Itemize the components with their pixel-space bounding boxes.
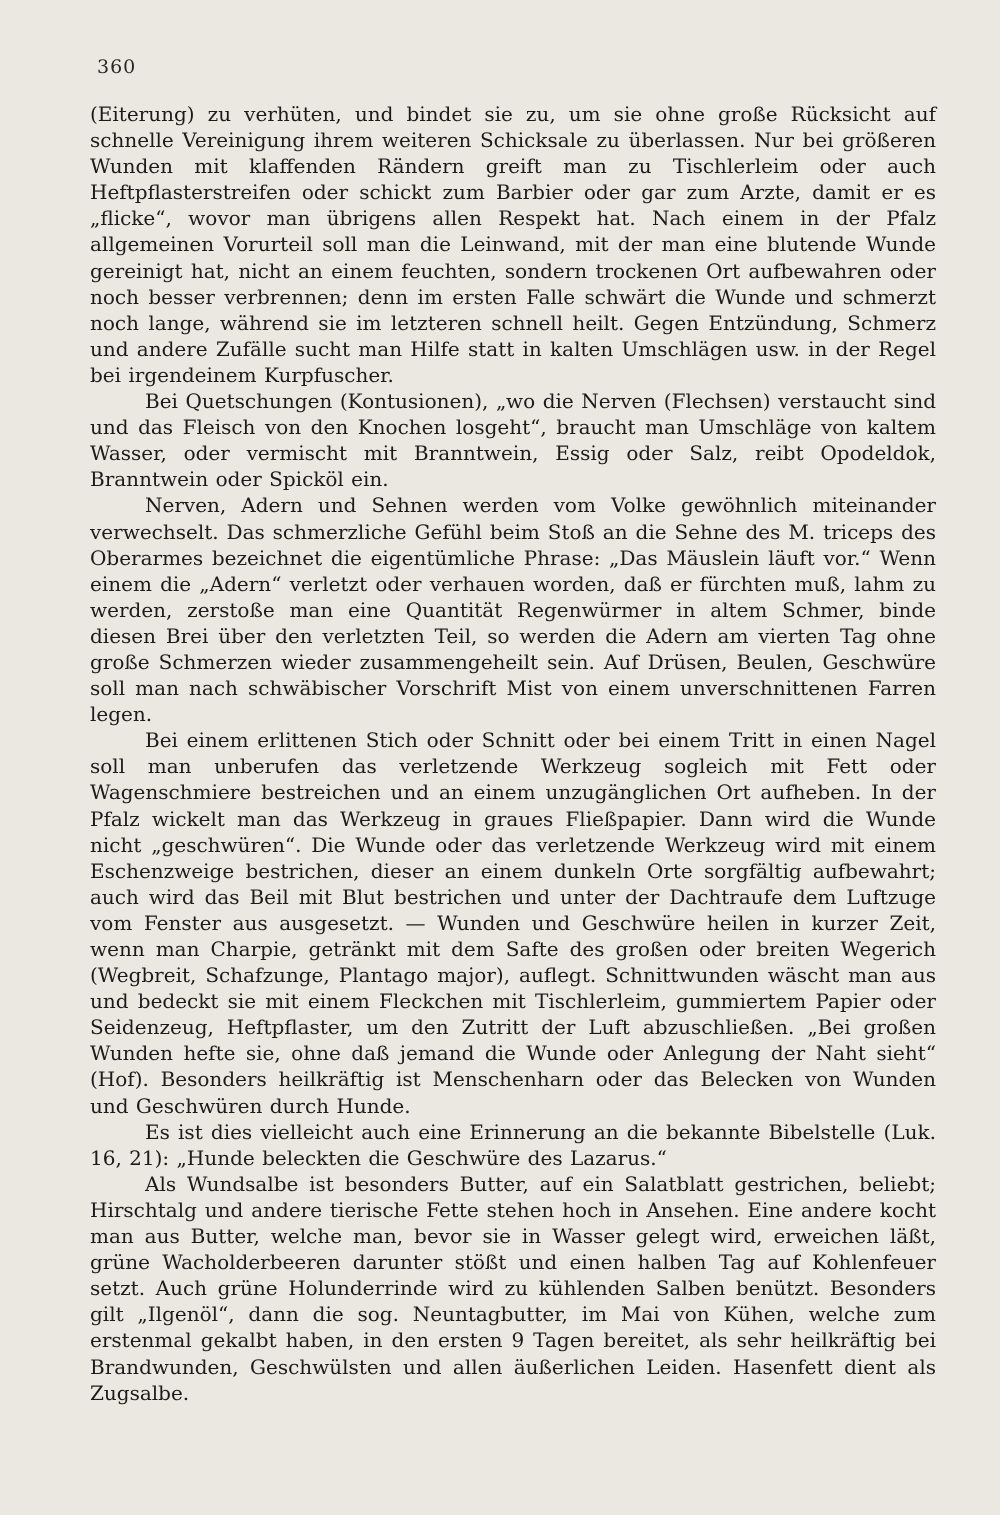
paragraph-5: Es ist dies vielleicht auch eine Erinnerung an die bekannte Bibelstelle (Luk. 16, 21): „Hunde beleckten die Geschwüre des Lazarus.“ bbox=[90, 1119, 936, 1170]
paragraph-1: (Eiterung) zu verhüten, und bindet sie zu, um sie ohne große Rücksicht auf schnelle Vereinigung ihrem weiteren Schicksale zu überlassen. Nur bei größeren Wunden mit klaffenden Rändern greift man zu Tischlerleim oder auch Heftpflasterstreifen oder schickt zum Barbier oder gar zum Arzte, damit er es „flicke“, wovor man übrigens allen Respekt hat. Nach einem in der Pfalz allgemeinen Vorurteil soll man die Leinwand, mit der man eine blutende Wunde gereinigt hat, nicht an einem feuchten, sondern trockenen Ort aufbewahren oder noch besser verbrennen; denn im ersten Falle schwärt die Wunde und schmerzt noch lange, während sie im letzteren schnell heilt. Gegen Entzündung, Schmerz und andere Zufälle sucht man Hilfe statt in kalten Umschlägen usw. in der Regel bei irgendeinem Kurpfuscher. bbox=[90, 102, 936, 387]
paragraph-4: Bei einem erlittenen Stich oder Schnitt oder bei einem Tritt in einen Nagel soll man unberufen das verletzende Werkzeug sogleich mit Fett oder Wagenschmiere bestreichen und an einem unzugänglichen Ort aufheben. In der Pfalz wickelt man das Werkzeug in graues Fließpapier. Dann wird die Wunde nicht „geschwüren“. Die Wunde oder das verletzende Werkzeug wird mit einem Eschenzweige bestrichen, dieser an einem dunkeln Orte sorgfältig aufbewahrt; auch wird das Beil mit Blut bestrichen und unter der Dachtraufe dem Luftzuge vom Fenster aus ausgesetzt. — Wunden und Geschwüre heilen in kurzer Zeit, wenn man Charpie, getränkt mit dem Safte des großen oder breiten Wegerich (Wegbreit, Schafzunge, Plantago major), auflegt. Schnittwunden wäscht man aus und bedeckt sie mit einem Fleckchen mit Tischlerleim, gummiertem Papier oder Seidenzeug, Heftpflaster, um den Zutritt der Luft abzuschließen. „Bei großen Wunden hefte sie, ohne daß jemand die Wunde oder Anlegung der Naht sieht“ (Hof). Besonders heilkräftig ist Menschenharn oder das Belecken von Wunden und Geschwüren durch Hunde. bbox=[90, 728, 936, 1118]
body-text bbox=[90, 101, 936, 1406]
page-number: 360 bbox=[97, 56, 137, 78]
paragraph-3: Nerven, Adern und Sehnen werden vom Volke gewöhnlich miteinander verwechselt. Das schmerzliche Gefühl beim Stoß an die Sehne des M. triceps des Oberarmes bezeichnet die eigentümliche Phrase: „Das Mäuslein läuft vor.“ Wenn einem die „Adern“ verletzt oder verhauen worden, daß er fürchten muß, lahm zu werden, zerstoße man eine Quantität Regenwürmer in altem Schmer, binde diesen Brei über den verletzten Teil, so werden die Adern am vierten Tag ohne große Schmerzen wieder zusammengeheilt sein. Auf Drüsen, Beulen, Geschwüre soll man nach schwäbischer Vorschrift Mist von einem unverschnittenen Farren legen. bbox=[90, 493, 936, 727]
paragraph-2: Bei Quetschungen (Kontusionen), „wo die Nerven (Flechsen) verstaucht sind und das Fleisch von den Knochen losgeht“, braucht man Umschläge von kaltem Wasser, oder vermischt mit Branntwein, Essig oder Salz, reibt Opodeldok, Branntwein oder Spicköl ein. bbox=[90, 389, 936, 492]
paragraph-6: Als Wundsalbe ist besonders Butter, auf ein Salatblatt gestrichen, beliebt; Hirschtalg und andere tierische Fette stehen hoch in Ansehen. Eine andere kocht man aus Butter, welche man, bevor sie in Wasser gelegt wird, erweichen läßt, grüne Wacholderbeeren darunter stößt und einen halben Tag auf Kohlenfeuer setzt. Auch grüne Holunderrinde wird zu kühlenden Salben benützt. Besonders gilt „Ilgenöl“, dann die sog. Neuntagbutter, im Mai von Kühen, welche zum erstenmal gekalbt haben, in den ersten 9 Tagen bereitet, als sehr heilkräftig bei Brandwunden, Geschwülsten und allen äußerlichen Leiden. Hasenfett dient als Zugsalbe. bbox=[90, 1171, 936, 1405]
